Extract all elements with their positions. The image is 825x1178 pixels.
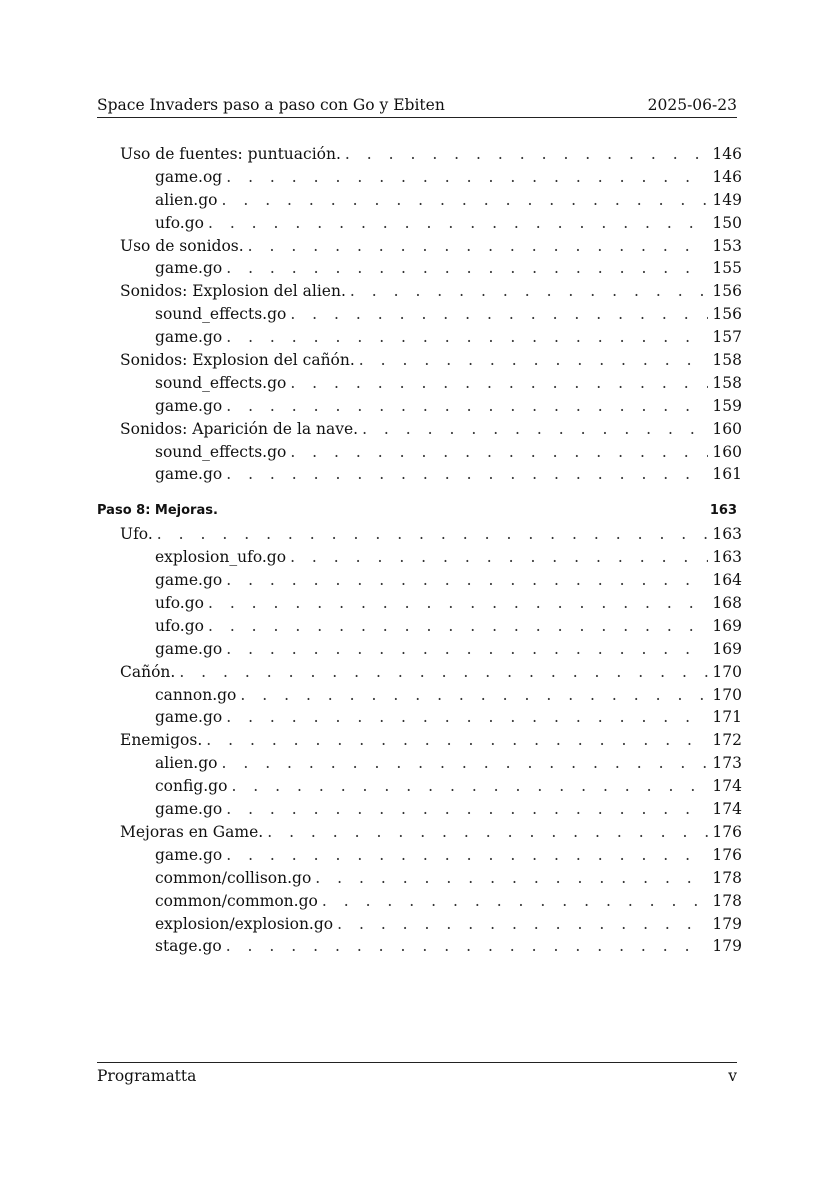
toc-entry-page: 168 (712, 594, 742, 613)
page-header (97, 95, 737, 118)
toc-entry-page: 179 (712, 937, 742, 956)
dot-leader (290, 548, 708, 566)
toc-entry-label: Uso de fuentes: puntuación. (120, 145, 341, 163)
toc-entry-page: 171 (712, 708, 742, 727)
toc-entry-page: 164 (712, 571, 742, 590)
toc-subsection-entry[interactable] (97, 594, 742, 617)
toc-chapter-entry[interactable] (97, 503, 737, 525)
toc-entry-label: game.go (155, 708, 223, 727)
toc-subsection-entry[interactable] (97, 259, 742, 282)
toc-entry-label: game.go (155, 465, 223, 484)
toc-entry-label: ufo.go (155, 594, 204, 613)
toc-entry-label: Uso de sonidos. (120, 236, 244, 255)
toc-section-entry[interactable] (97, 663, 742, 686)
dot-leader (290, 443, 708, 461)
toc-entry-label: game.go (155, 571, 223, 590)
toc-entry-label: alien.go (155, 190, 218, 209)
toc-section-entry[interactable] (97, 420, 742, 443)
dot-leader (322, 892, 709, 910)
dot-leader (350, 282, 709, 300)
toc-section-entry[interactable] (97, 823, 742, 846)
toc-subsection-entry[interactable] (97, 708, 742, 731)
toc-entry-page: 174 (712, 777, 742, 796)
dot-leader (359, 351, 709, 369)
toc-subsection-entry[interactable] (97, 443, 742, 466)
toc-section-entry[interactable] (97, 351, 742, 374)
toc-entry-page: 179 (712, 914, 742, 933)
dot-leader (157, 525, 709, 543)
toc-entry-page: 163 (712, 548, 742, 567)
toc-entry-page: 174 (712, 800, 742, 819)
toc-entry-page: 158 (712, 351, 742, 370)
toc-entry-page: 178 (712, 868, 742, 887)
toc-entry-page: 156 (712, 282, 742, 301)
toc-subsection-entry[interactable] (97, 892, 742, 915)
dot-leader (226, 397, 708, 415)
dot-leader (226, 640, 708, 658)
toc-entry-page: 170 (712, 685, 742, 704)
dot-leader (226, 708, 708, 726)
toc-entry-page: 176 (712, 822, 742, 841)
toc-entry-label: common/collison.go (155, 868, 312, 887)
toc-section-entry[interactable] (97, 145, 742, 168)
toc-entry-label: Cañón. (120, 662, 176, 681)
toc-entry-page: 173 (712, 754, 742, 773)
dot-leader (226, 465, 708, 483)
dot-leader (206, 731, 708, 749)
dot-leader (290, 374, 708, 392)
dot-leader (248, 237, 709, 255)
toc-entry-label: common/common.go (155, 891, 318, 910)
toc-entry-label: game.go (155, 328, 223, 347)
chapter-title: Paso 8: Mejoras. (97, 503, 218, 519)
toc-entry-label: game.go (155, 800, 223, 819)
toc-entry-label: game.go (155, 396, 223, 415)
toc-entry-label: game.go (155, 845, 223, 864)
toc-entry-label: game.go (155, 639, 223, 658)
toc-entry-page: 170 (712, 662, 742, 681)
toc-subsection-entry[interactable] (97, 214, 742, 237)
toc-entry-label: game.go (155, 259, 223, 278)
dot-leader (226, 259, 708, 277)
toc-subsection-entry[interactable] (97, 168, 742, 191)
toc-section-entry[interactable] (97, 525, 742, 548)
toc-entry-label: sound_effects.go (155, 305, 287, 324)
toc-subsection-entry[interactable] (97, 937, 742, 960)
toc-entry-page: 160 (712, 419, 742, 438)
chapter-page: 163 (709, 503, 737, 519)
toc-entry-page: 150 (712, 213, 742, 232)
toc-entry-page: 169 (712, 639, 742, 658)
toc-subsection-entry[interactable] (97, 617, 742, 640)
document-title: Space Invaders paso a paso con Go y Ebiten (97, 96, 445, 114)
toc-entry-label: Ufo. (120, 525, 153, 544)
dot-leader (226, 846, 708, 864)
toc-entry-page: 153 (712, 236, 742, 255)
dot-leader (226, 571, 708, 589)
page-footer (97, 1062, 737, 1085)
toc-subsection-entry[interactable] (97, 305, 742, 328)
toc-subsection-entry[interactable] (97, 571, 742, 594)
dot-leader (179, 663, 708, 681)
toc-section-entry[interactable] (97, 282, 742, 305)
toc-entry-page: 146 (712, 145, 742, 163)
dot-leader (226, 800, 708, 818)
toc-entry-label: stage.go (155, 937, 222, 956)
toc-subsection-entry[interactable] (97, 846, 742, 869)
dot-leader (226, 328, 708, 346)
toc-entry-page: 163 (712, 525, 742, 544)
toc-entry-label: Sonidos: Explosion del cañón. (120, 351, 355, 370)
toc-subsection-entry[interactable] (97, 465, 742, 488)
toc-entry-label: cannon.go (155, 685, 237, 704)
dot-leader (290, 305, 708, 323)
toc-subsection-entry[interactable] (97, 686, 742, 709)
toc-subsection-entry[interactable] (97, 869, 742, 892)
toc-entry-page: 169 (712, 616, 742, 635)
toc-entry-page: 172 (712, 731, 742, 750)
toc-entry-page: 149 (712, 190, 742, 209)
toc-entry-page: 178 (712, 891, 742, 910)
toc-entry-label: Sonidos: Explosion del alien. (120, 282, 346, 301)
toc-subsection-entry[interactable] (97, 640, 742, 663)
toc-entry-label: sound_effects.go (155, 373, 287, 392)
dot-leader (208, 617, 708, 635)
toc-subsection-entry[interactable] (97, 191, 742, 214)
page-number: v (728, 1067, 737, 1085)
dot-leader (267, 823, 708, 841)
toc-section-paso-7 (97, 145, 742, 488)
toc-entry-label: Enemigos. (120, 731, 203, 750)
toc-entry-label: explosion_ufo.go (155, 548, 287, 567)
toc-subsection-entry[interactable] (97, 754, 742, 777)
dot-leader (231, 777, 708, 795)
toc-entry-page: 155 (712, 259, 742, 278)
toc-section-entry[interactable] (97, 731, 742, 754)
toc-entry-label: alien.go (155, 754, 218, 773)
dot-leader (337, 915, 708, 933)
toc-entry-label: Mejoras en Game. (120, 822, 264, 841)
toc-section-entry[interactable] (97, 237, 742, 260)
toc-entry-label: config.go (155, 777, 228, 796)
toc-entry-label: explosion/explosion.go (155, 914, 334, 933)
toc-entry-page: 160 (712, 442, 742, 461)
toc-subsection-entry[interactable] (97, 328, 742, 351)
toc-subsection-entry[interactable] (97, 800, 742, 823)
toc-entry-page: 157 (712, 328, 742, 347)
toc-subsection-entry[interactable] (97, 915, 742, 938)
toc-entry-page: 161 (712, 465, 742, 484)
dot-leader (208, 594, 708, 612)
toc-entry-label: ufo.go (155, 616, 204, 635)
dot-leader (222, 754, 709, 772)
footer-author: Programatta (97, 1067, 197, 1085)
toc-subsection-entry[interactable] (97, 777, 742, 800)
toc-entry-label: sound_effects.go (155, 442, 287, 461)
toc-subsection-entry[interactable] (97, 548, 742, 571)
toc-entry-page: 146 (712, 167, 742, 186)
dot-leader (362, 420, 708, 438)
dot-leader (226, 937, 709, 955)
table-of-contents (97, 145, 742, 960)
dot-leader (226, 168, 708, 186)
toc-entry-page: 158 (712, 373, 742, 392)
dot-leader (208, 214, 708, 232)
toc-entry-page: 176 (712, 845, 742, 864)
dot-leader (315, 869, 708, 887)
dot-leader (222, 191, 709, 209)
toc-subsection-entry[interactable] (97, 397, 742, 420)
dot-leader (240, 686, 708, 704)
toc-entry-label: game.og (155, 167, 223, 186)
toc-subsection-entry[interactable] (97, 374, 742, 397)
toc-entry-page: 156 (712, 305, 742, 324)
dot-leader (345, 145, 709, 163)
toc-entry-page: 159 (712, 396, 742, 415)
toc-section-paso-8 (97, 525, 742, 960)
document-date: 2025-06-23 (647, 96, 737, 114)
toc-entry-label: Sonidos: Aparición de la nave. (120, 419, 359, 438)
toc-entry-label: ufo.go (155, 213, 204, 232)
